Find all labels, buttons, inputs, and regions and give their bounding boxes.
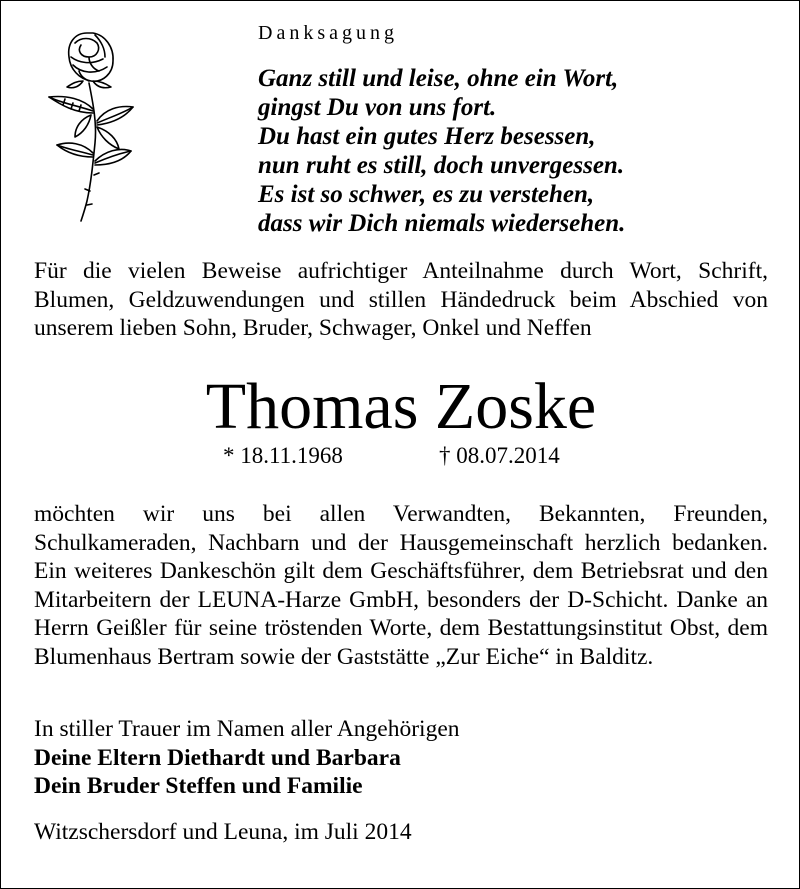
mourning-line: In stiller Trauer im Namen aller Angehörigen [34,716,460,742]
deceased-name: Thomas Zoske [205,370,597,443]
rose-icon [35,23,145,223]
place-date: Witzschersdorf und Leuna, im Juli 2014 [34,819,412,845]
heading: Danksagung [258,22,398,44]
parents-line: Deine Eltern Diethardt und Barbara [34,744,401,771]
intro-paragraph: Für die vielen Beweise aufrichtiger Anteilnahme durch Wort, Schrift, Blumen, Geldzuwendungen und stillen Händedruck beim Abschied von unserem lieben Sohn, Bruder, Schwager, Onkel und Neffen [34,258,768,341]
birth-date: * 18.11.1968 [223,443,343,468]
death-date: † 08.07.2014 [439,443,560,468]
poem-line: nun ruht es still, doch unvergessen. [258,152,625,179]
poem [258,64,625,238]
poem-line: Du hast ein gutes Herz besessen, [258,123,596,150]
mourners-block [34,715,460,801]
poem-line: Es ist so schwer, es zu verstehen, [258,181,595,208]
poem-line: dass wir Dich niemals wiedersehen. [258,210,626,237]
poem-line: Ganz still und leise, ohne ein Wort, [258,65,619,92]
brother-line: Dein Bruder Steffen und Familie [34,773,363,799]
thanks-paragraph: möchten wir uns bei allen Verwandten, Bekannten, Freunden, Schulkameraden, Nachbarn und der Hausgemeinschaft herzlich bedanken. Ein weiteres Dankeschön gilt dem Geschäftsführer, dem Betriebsrat und den Mitarbeitern der LEUNA-Harze GmbH, besonders der D-Schicht. Danke an Herrn Geißler für seine tröstenden Worte, dem Bestattungsinstitut Obst, dem Blumenhaus Bertram sowie der Gaststätte „Zur Eiche“ in Balditz. [34,501,768,670]
poem-line: gingst Du von uns fort. [258,94,497,121]
